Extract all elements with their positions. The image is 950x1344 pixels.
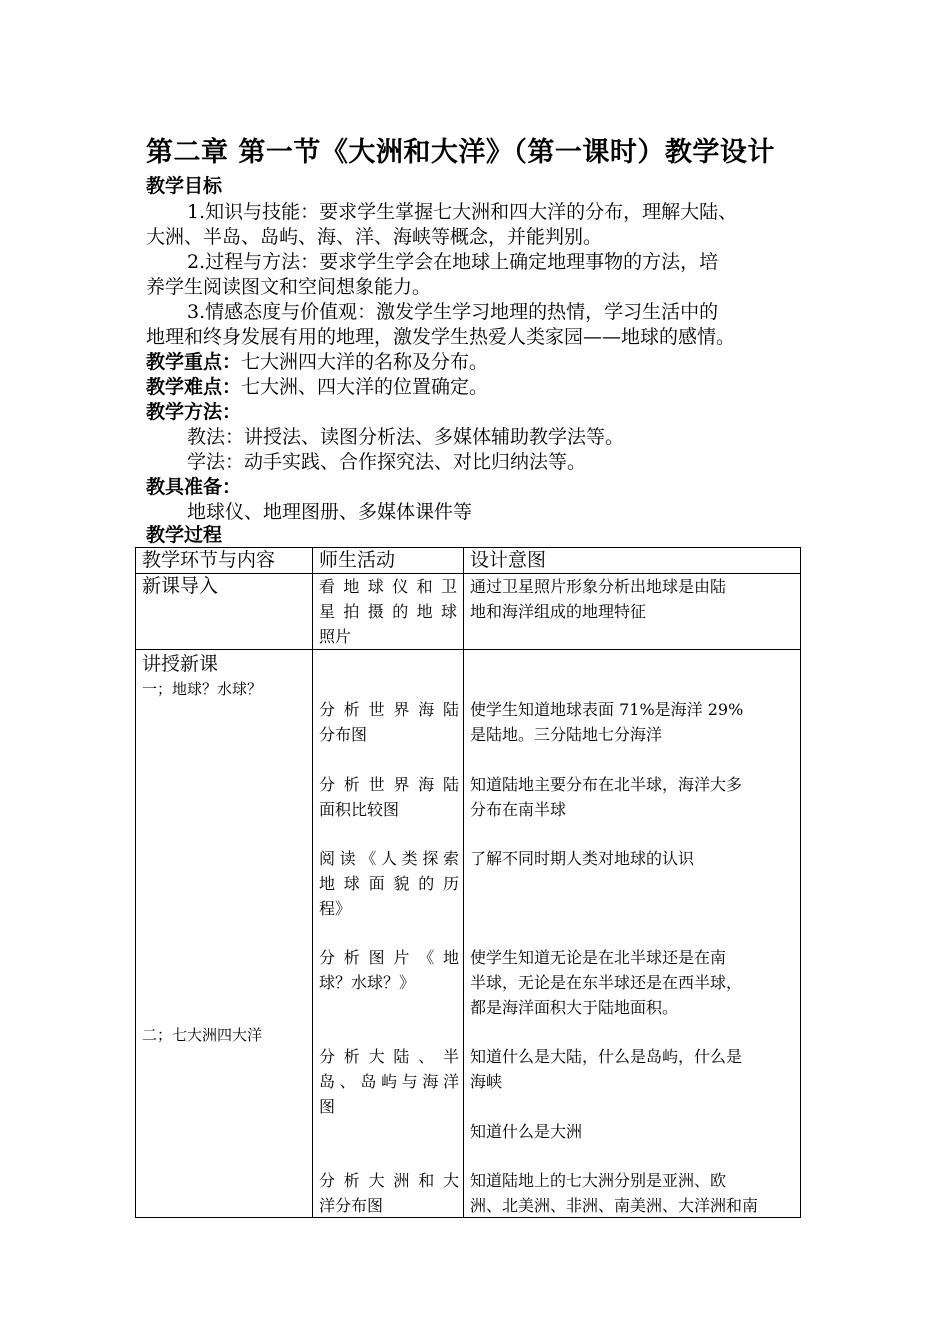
intent-block [470, 1119, 796, 1144]
page-title: 第二章 第一节《大洲和大洋》（第一课时）教学设计 [146, 137, 775, 168]
intent-line: 使学生知道地球表面 71%是海洋 29% [470, 700, 744, 719]
objective-3-line-1: 3.情感态度与价值观：激发学生学习地理的热情，学习生活中的 [187, 301, 719, 323]
intent-block [470, 697, 796, 747]
main-activity-cell [313, 650, 464, 1218]
intent-line: 分布在南半球 [470, 800, 567, 819]
intent-block [470, 772, 796, 822]
objective-3-line-2: 地理和终身发展有用的地理，激发学生热爱人类家园——地球的感情。 [146, 326, 736, 348]
objective-2-line-2: 养学生阅读图文和空间想象能力。 [146, 276, 432, 298]
main-intent-cell [464, 650, 801, 1218]
activity-line: 图 [319, 1097, 336, 1116]
column-header-activity: 师生活动 [313, 548, 464, 574]
column-header-stage: 教学环节与内容 [136, 548, 313, 574]
activity-line: 岛、岛屿与海洋 [319, 1072, 459, 1091]
activity-line: 地球面貌的历 [319, 874, 459, 893]
activity-line: 洋分布图 [319, 1196, 384, 1215]
activity-block [319, 697, 459, 747]
intent-block [470, 846, 796, 871]
intent-block [470, 945, 796, 1020]
activity-block [319, 945, 459, 995]
objective-1-line-1: 1.知识与技能：要求学生掌握七大洲和四大洋的分布，理解大陆、 [187, 201, 738, 223]
intro-intent-line: 地和海洋组成的地理特征 [470, 602, 647, 621]
intent-line: 海峡 [470, 1072, 503, 1091]
intent-line: 都是海洋面积大于陆地面积。 [470, 998, 679, 1017]
activity-line: 面积比较图 [319, 800, 400, 819]
activity-line: 球？水球？》 [319, 973, 416, 992]
section-2-title: 二；七大洲四大洋 [142, 1026, 263, 1044]
objective-1-line-2: 大洲、半岛、岛屿、海、洋、海峡等概念，并能判别。 [146, 226, 603, 248]
intent-line: 知道什么是大洲 [470, 1122, 583, 1141]
intent-block [470, 1168, 796, 1218]
intro-activity-line: 照片 [319, 627, 352, 646]
intro-activity-cell [313, 574, 464, 650]
activity-line: 分布图 [319, 725, 368, 744]
process-heading: 教学过程 [146, 524, 223, 546]
process-table [135, 547, 801, 1218]
difficulty-label: 教学难点： [146, 376, 242, 398]
main-stage: 讲授新课 [142, 653, 219, 675]
tools-heading: 教具准备： [146, 476, 242, 498]
activity-line: 阅读《人类探索 [319, 849, 459, 868]
intent-line: 了解不同时期人类对地球的认识 [470, 849, 695, 868]
intent-block [470, 1044, 796, 1094]
activity-line: 分析世界海陆 [319, 775, 459, 794]
intro-stage-cell [136, 574, 313, 650]
difficulty-text: 七大洲、四大洋的位置确定。 [241, 376, 489, 398]
intent-line: 知道什么是大陆，什么是岛屿，什么是 [470, 1047, 743, 1066]
activity-block [319, 846, 459, 921]
methods-heading: 教学方法： [146, 401, 242, 423]
key-point-line [146, 350, 488, 375]
intro-intent-line: 通过卫星照片形象分析出地球是由陆 [470, 577, 727, 596]
activity-line: 分析大陆、半 [319, 1047, 459, 1066]
activity-block [319, 772, 459, 822]
table-row-main [136, 650, 801, 1218]
intent-line: 洲、北美洲、非洲、南美洲、大洋洲和南 [470, 1196, 759, 1215]
difficulty-line [146, 375, 488, 400]
activity-block [319, 1044, 459, 1119]
intent-line: 使学生知道无论是在北半球还是在南 [470, 948, 727, 967]
intent-line: 知道陆地主要分布在北半球，海洋大多 [470, 775, 743, 794]
table-row-intro [136, 574, 801, 650]
intro-activity-line: 星拍摄的地球 [319, 602, 457, 621]
intent-line: 知道陆地上的七大洲分别是亚洲、欧 [470, 1171, 727, 1190]
key-point-text: 七大洲四大洋的名称及分布。 [241, 351, 489, 373]
activity-block [319, 1168, 459, 1218]
objectives-heading: 教学目标 [146, 175, 223, 197]
activity-line: 程》 [319, 899, 352, 918]
objective-2-line-1: 2.过程与方法：要求学生学会在地球上确定地理事物的方法，培 [187, 251, 719, 273]
intro-stage: 新课导入 [142, 575, 219, 597]
intent-line: 半球，无论是在东半球还是在西半球， [470, 973, 743, 992]
section-1-title: 一；地球？水球？ [142, 680, 263, 698]
table-header-row [136, 548, 801, 574]
intro-intent-cell [464, 574, 801, 650]
column-header-intent: 设计意图 [464, 548, 801, 574]
activity-line: 分析世界海陆 [319, 700, 459, 719]
intent-line: 是陆地。三分陆地七分海洋 [470, 725, 663, 744]
teaching-methods: 教法：讲授法、读图分析法、多媒体辅助教学法等。 [187, 426, 625, 448]
intro-activity-line: 看地球仪和卫 [319, 577, 457, 596]
key-point-label: 教学重点： [146, 351, 242, 373]
learning-methods: 学法：动手实践、合作探究法、对比归纳法等。 [187, 451, 587, 473]
activity-line: 分析大洲和大 [319, 1171, 459, 1190]
main-stage-cell [136, 650, 313, 1218]
tools-text: 地球仪、地理图册、多媒体课件等 [187, 501, 473, 523]
activity-line: 分析图片《地 [319, 948, 459, 967]
